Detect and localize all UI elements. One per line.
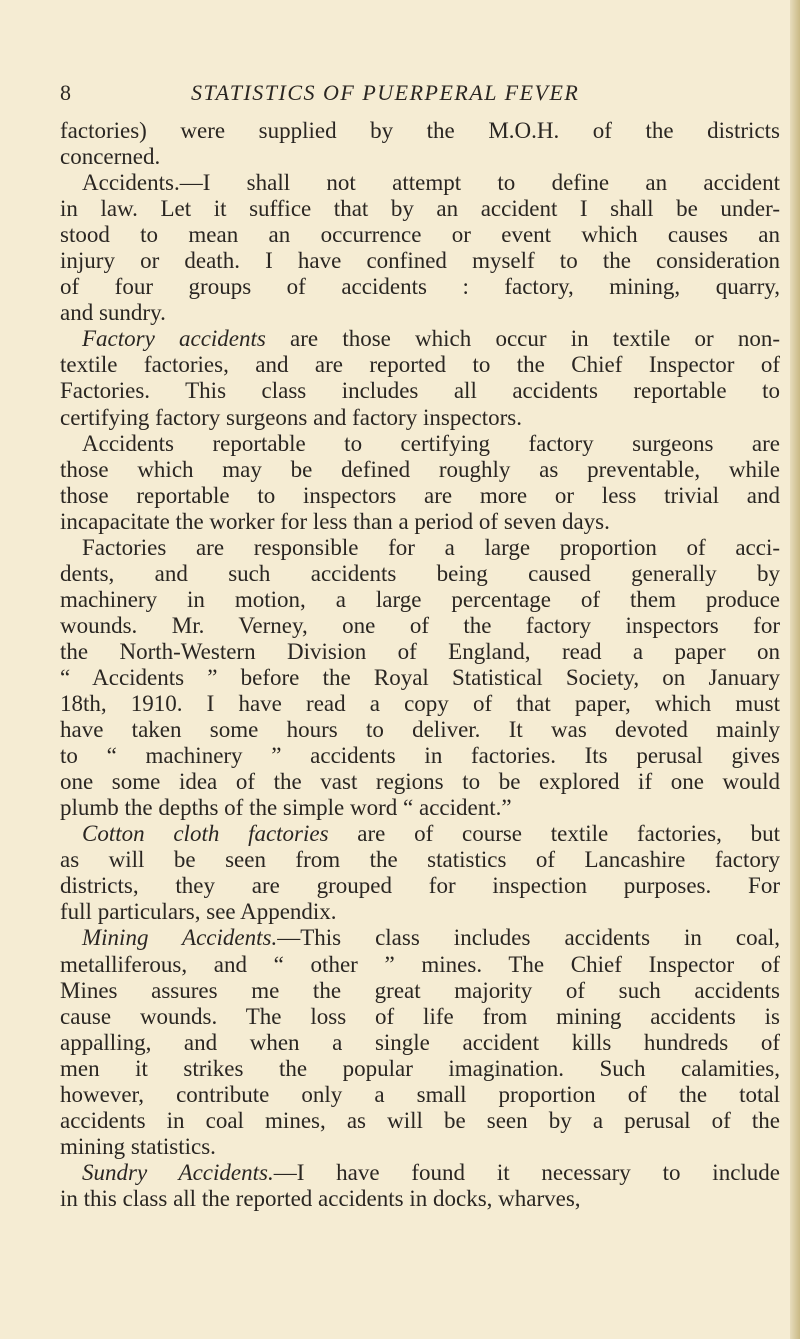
text-line: certifying factory surgeons and factory inspectors. (60, 404, 522, 430)
text-line: stood to mean an occurrence or event which causes an (60, 222, 780, 248)
text-line: those which may be defined roughly as preventable, while (60, 456, 780, 482)
text-line: of four groups of accidents : factory, mining, quarry, (60, 274, 780, 300)
text-line: districts, they are grouped for inspection purposes. For (60, 873, 780, 899)
text-run: —I have found it necessary to include (273, 1159, 780, 1185)
italic-term: Mining Accidents. (82, 925, 278, 951)
italic-term: Sundry Accidents. (82, 1159, 274, 1185)
text-line: full particulars, see Appendix. (60, 899, 337, 925)
text-line: one some idea of the vast regions to be explored if one would (60, 769, 780, 795)
text-run: are of course textile factories, but (328, 821, 780, 847)
text-line: in this class all the reported accidents in docks, wharves, (60, 1185, 581, 1211)
text-line: however, contribute only a small proportion of the total (60, 1081, 780, 1107)
paragraph-accidents-heading: Accidents.—I shall not attempt to define an accident (82, 170, 780, 196)
text-line: to “ machinery ” accidents in factories. Its perusal gives (60, 743, 780, 769)
text-line: machinery in motion, a large percentage of them produce (60, 586, 780, 612)
text-line: accidents in coal mines, as will be seen by a perusal of the (60, 1107, 780, 1133)
running-title: STATISTICS OF PUERPERAL FEVER (191, 80, 580, 105)
text-line: Mines assures me the great majority of such accidents (60, 977, 780, 1003)
paragraph-cotton-cloth (60, 821, 780, 847)
text-line: those reportable to inspectors are more or less trivial and (60, 482, 780, 508)
text-line: injury or death. I have confined myself to the consideration (60, 248, 780, 274)
page-number: 8 (60, 80, 71, 105)
text-run: —This class includes accidents in coal, (277, 925, 780, 951)
text-line: wounds. Mr. Verney, one of the factory inspectors for (60, 612, 780, 638)
paragraph-sundry-accidents (60, 1160, 780, 1186)
page-edge (790, 0, 800, 1339)
text-line: metalliferous, and “ other ” mines. The Chief Inspector of (60, 951, 780, 977)
text-line: plumb the depths of the simple word “ accident.” (60, 795, 512, 821)
text-line: cause wounds. The loss of life from mining accidents is (60, 1003, 780, 1029)
running-head (60, 78, 780, 108)
text-line: 18th, 1910. I have read a copy of that paper, which must (60, 691, 780, 717)
text-line: factories) were supplied by the M.O.H. of the districts (60, 118, 780, 143)
text-line: as will be seen from the statistics of Lancashire factory (60, 847, 780, 873)
text-line: textile factories, and are reported to the Chief Inspector of (60, 352, 780, 378)
text-line: incapacitate the worker for less than a period of seven days. (60, 508, 610, 534)
text-line: Accidents reportable to certifying factory surgeons are (82, 430, 780, 456)
text-line: “ Accidents ” before the Royal Statistical Society, on January (60, 664, 780, 690)
text-line: in law. Let it suffice that by an accident I shall be under- (60, 196, 780, 222)
text-line: Factories. This class includes all accidents reportable to (60, 378, 780, 404)
text-line: and sundry. (60, 300, 166, 326)
text-line: mining statistics. (60, 1133, 216, 1159)
text-line: appalling, and when a single accident kills hundreds of (60, 1029, 780, 1055)
body-text (60, 118, 780, 1212)
paragraph-factory-accidents (60, 326, 780, 352)
text-run: are those which occur in textile or non- (265, 326, 780, 352)
paragraph-mining-accidents (60, 925, 780, 951)
italic-term: Factory accidents (82, 326, 266, 352)
text-line: dents, and such accidents being caused generally by (60, 560, 780, 586)
text-line: concerned. (60, 144, 161, 170)
text-line: have taken some hours to deliver. It was devoted mainly (60, 717, 780, 743)
text-line: the North-Western Division of England, read a paper on (60, 638, 780, 664)
text-line: men it strikes the popular imagination. Such calamities, (60, 1055, 780, 1081)
text-line: Factories are responsible for a large proportion of acci- (82, 534, 780, 560)
italic-term: Cotton cloth factories (82, 821, 329, 847)
